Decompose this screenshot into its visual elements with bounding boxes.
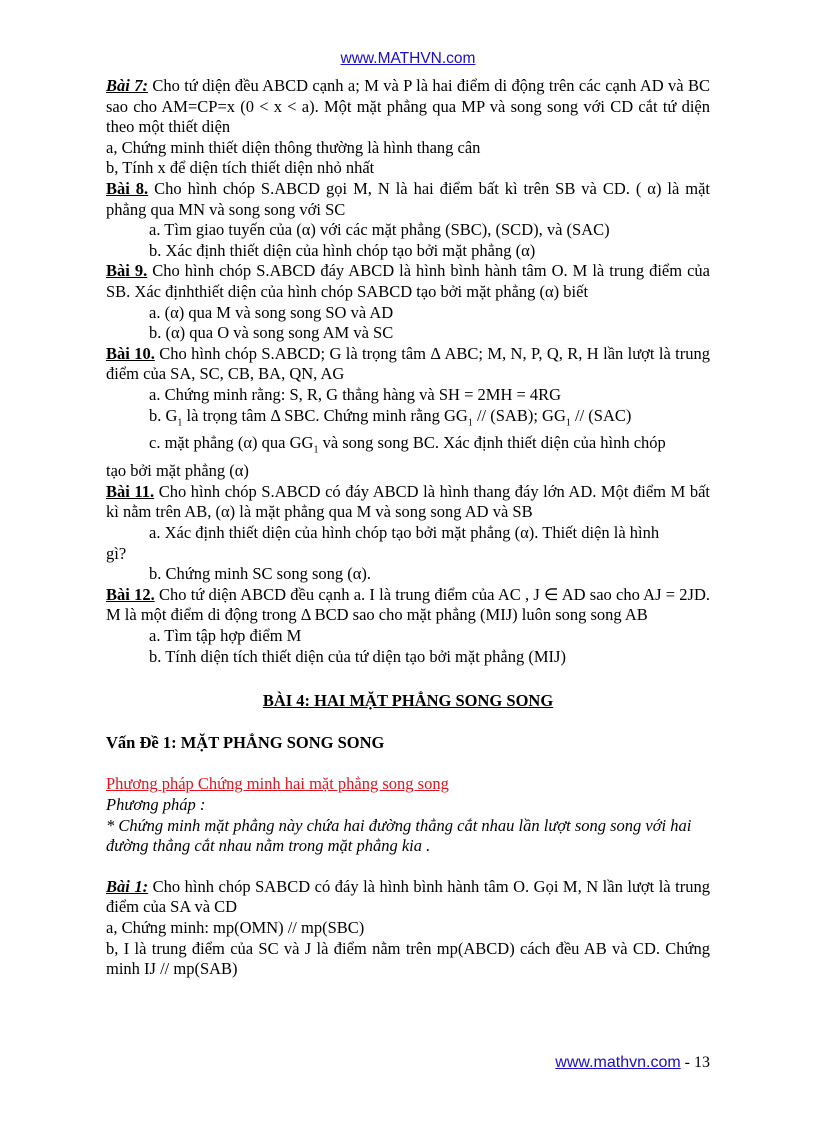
exercise-12: [106, 585, 710, 626]
exercise-label: Bài 9.: [106, 261, 148, 281]
exercise-text: Cho tứ diện ABCD đều cạnh a. I là trung điểm của AC , J ∈ AD sao cho AJ = 2JD. M là một điểm di động trong Δ BCD sao cho mặt phẳng (MIJ) luôn song song AB: [106, 584, 711, 625]
spacer: [106, 857, 710, 877]
exercise-9-a: a. (α) qua M và song song SO và AD: [149, 302, 394, 322]
exercise-7: [106, 76, 710, 138]
footer-url[interactable]: www.mathvn.com: [555, 1054, 681, 1071]
subscript: 1: [467, 416, 473, 428]
exercise-8: [106, 179, 710, 220]
exercise-label: Bài 7:: [106, 76, 148, 95]
exercise-11-a: a. Xác định thiết diện của hình chóp tạo bởi mặt phẳng (α). Thiết diện là hình: [149, 523, 660, 543]
section-title: BÀI 4: HAI MẶT PHẲNG SONG SONG: [262, 691, 554, 711]
footer: [555, 1054, 710, 1072]
exercise-9: [106, 261, 710, 302]
exercise-11-b: b. Chứng minh SC song song (α).: [149, 564, 372, 584]
subscript: 1: [313, 444, 319, 456]
exercise-10-a: a. Chứng minh rằng: S, R, G thẳng hàng và SH = 2MH = 4RG: [149, 384, 562, 404]
header-url[interactable]: www.MATHVN.com: [340, 50, 476, 67]
text-part: // (SAB); GG: [472, 405, 566, 425]
text-part: b. G: [149, 405, 178, 425]
exercise-1: [106, 877, 710, 918]
exercise-label: Bài 8.: [106, 178, 149, 198]
text-part: và song song BC. Xác định thiết diện của hình chóp: [318, 433, 666, 453]
exercise-10-c: [106, 433, 710, 461]
text-part: c. mặt phẳng (α) qua GG: [149, 433, 314, 453]
text-part: là trọng tâm Δ SBC. Chứng minh rằng GG: [182, 405, 468, 425]
exercise-label: Bài 11.: [106, 481, 155, 501]
exercise-9-b: b. (α) qua O và song song AM và SC: [149, 323, 394, 343]
exercise-text: Cho hình chóp SABCD có đáy là hình bình hành tâm O. Gọi M, N lần lượt là trung điểm của SA và CD: [106, 876, 710, 917]
exercise-7-a: a, Chứng minh thiết diện thông thường là hình thang cân: [106, 137, 481, 157]
exercise-12-a: a. Tìm tập hợp điểm M: [149, 626, 302, 646]
exercise-label: Bài 12.: [106, 584, 155, 604]
method-link[interactable]: Phương pháp Chứng minh hai mặt phẳng song song: [106, 774, 449, 794]
exercise-7-b: b, Tính x để diện tích thiết diện nhỏ nhất: [106, 158, 375, 178]
exercise-text: Cho hình chóp S.ABCD đáy ABCD là hình bình hành tâm O. M là trung điểm của SB. Xác địnhthiết diện của hình chóp SABCD tạo bởi mặt phẳng (α) biết: [106, 261, 710, 301]
exercise-text: Cho hình chóp S.ABCD; G là trọng tâm Δ ABC; M, N, P, Q, R, H lần lượt là trung điểm của SA, SC, CB, BA, QN, AG: [106, 343, 711, 384]
subscript: 1: [177, 416, 183, 428]
exercise-text: Cho hình chóp S.ABCD gọi M, N là hai điểm bất kì trên SB và CD. ( α) là mặt phẳng qua MN và song song với SC: [106, 178, 711, 219]
exercise-10: [106, 344, 710, 385]
exercise-12-b: b. Tính diện tích thiết diện của tứ diện tạo bởi mặt phẳng (MIJ): [149, 646, 566, 666]
page-content: [106, 76, 710, 980]
exercise-1-b: b, I là trung điểm của SC và J là điểm nằm trên mp(ABCD) cách đều AB và CD. Chứng minh IJ // mp(SAB): [106, 938, 710, 979]
exercise-label: Bài 1:: [106, 876, 149, 896]
exercise-text: Cho hình chóp S.ABCD có đáy ABCD là hình thang đáy lớn AD. Một điểm M bất kì nằm trên AB, (α) là mặt phẳng qua M và song song AD và SB: [106, 481, 710, 522]
exercise-11: [106, 482, 710, 523]
exercise-text: Cho tứ diện đều ABCD cạnh a; M và P là hai điểm di động trên các cạnh AD và BC sao cho AM=CP=x (0 < x < a). Một mặt phẳng qua MP và song song với CD cắt tứ diện theo một thiết diện: [106, 76, 710, 137]
exercise-10-c-cont: tạo bởi mặt phẳng (α): [106, 461, 249, 481]
subscript: 1: [565, 416, 571, 428]
exercise-8-a: a. Tìm giao tuyến của (α) với các mặt phẳng (SBC), (SCD), và (SAC): [149, 220, 610, 240]
method-text: * Chứng minh mặt phẳng này chứa hai đường thẳng cắt nhau lần lượt song song với hai đường thẳng cắt nhau nằm trong mặt phẳng kia .: [106, 815, 692, 856]
exercise-1-a: a, Chứng minh: mp(OMN) // mp(SBC): [106, 917, 365, 937]
method-label: Phương pháp :: [106, 795, 206, 814]
exercise-11-a-cont: gì?: [106, 543, 127, 563]
exercise-label: Bài 10.: [106, 343, 155, 363]
section-subtitle: Vấn Đề 1: MẶT PHẲNG SONG SONG: [106, 732, 385, 752]
page-number: - 13: [680, 1054, 710, 1071]
exercise-10-b: [106, 406, 710, 434]
text-part: // (SAC): [570, 405, 632, 425]
exercise-8-b: b. Xác định thiết diện của hình chóp tạo bởi mặt phẳng (α): [149, 240, 536, 260]
